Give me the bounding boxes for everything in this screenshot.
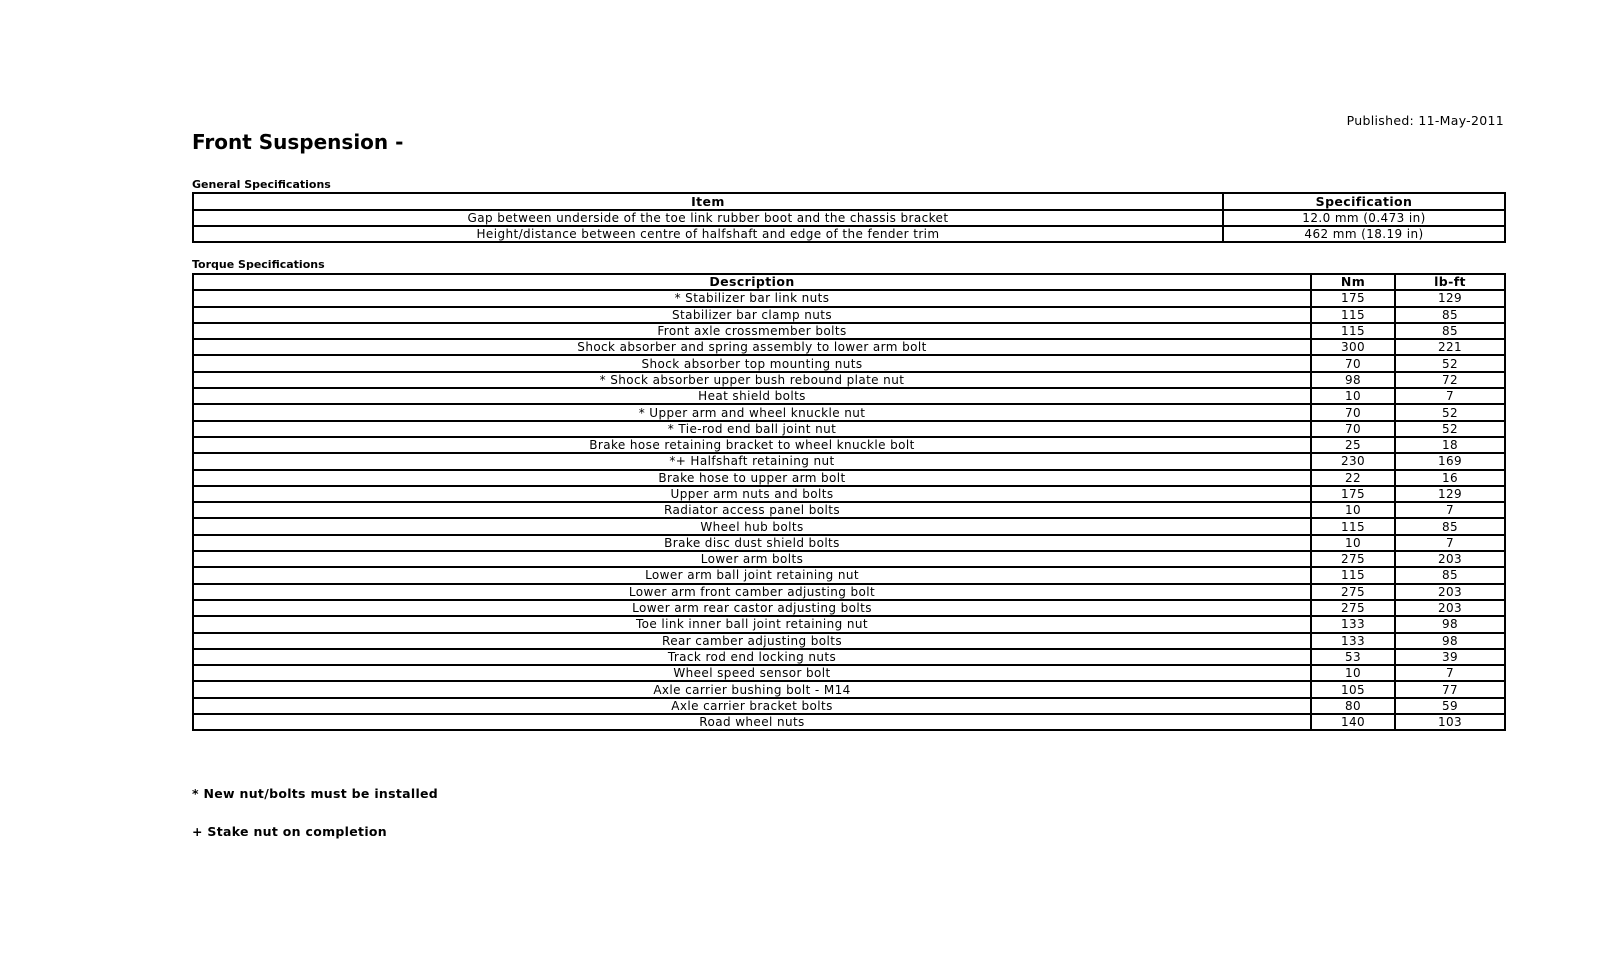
table-header-row [193, 193, 1505, 210]
description-cell: Brake hose retaining bracket to wheel knuckle bolt [193, 437, 1311, 453]
nm-cell: 98 [1311, 372, 1395, 388]
description-cell: Upper arm nuts and bolts [193, 486, 1311, 502]
description-cell: Brake disc dust shield bolts [193, 535, 1311, 551]
nm-cell: 275 [1311, 584, 1395, 600]
table-row [193, 339, 1505, 355]
lbft-cell: 7 [1395, 665, 1505, 681]
table-row [193, 665, 1505, 681]
item-cell: Gap between underside of the toe link rubber boot and the chassis bracket [193, 210, 1223, 226]
description-cell: Lower arm bolts [193, 551, 1311, 567]
specification-cell: 462 mm (18.19 in) [1223, 226, 1505, 242]
description-cell: *+ Halfshaft retaining nut [193, 453, 1311, 469]
description-cell: Lower arm ball joint retaining nut [193, 567, 1311, 583]
lbft-cell: 59 [1395, 698, 1505, 714]
nm-cell: 175 [1311, 290, 1395, 306]
table-row [193, 388, 1505, 404]
description-cell: Lower arm front camber adjusting bolt [193, 584, 1311, 600]
nm-cell: 140 [1311, 714, 1395, 730]
lbft-cell: 85 [1395, 323, 1505, 339]
table-row [193, 616, 1505, 632]
table-row [193, 226, 1505, 242]
table-row [193, 290, 1505, 306]
nm-cell: 275 [1311, 551, 1395, 567]
nm-cell: 53 [1311, 649, 1395, 665]
table-row [193, 404, 1505, 420]
nm-cell: 10 [1311, 502, 1395, 518]
description-cell: Toe link inner ball joint retaining nut [193, 616, 1311, 632]
nm-cell: 115 [1311, 307, 1395, 323]
new-nut-note: * New nut/bolts must be installed [192, 786, 439, 801]
page-title: Front Suspension - [192, 130, 404, 154]
general-specifications-heading: General Specifications [192, 178, 331, 191]
table-row [193, 551, 1505, 567]
table-row [193, 535, 1505, 551]
table-row [193, 437, 1505, 453]
lbft-cell: 98 [1395, 616, 1505, 632]
description-cell: Wheel hub bolts [193, 518, 1311, 534]
table-row [193, 421, 1505, 437]
description-cell: * Tie-rod end ball joint nut [193, 421, 1311, 437]
table-row [193, 486, 1505, 502]
nm-cell: 115 [1311, 567, 1395, 583]
table-row [193, 355, 1505, 371]
description-column-header: Description [193, 274, 1311, 290]
table-row [193, 584, 1505, 600]
general-specifications-table [192, 192, 1506, 243]
torque-specifications-heading: Torque Specifications [192, 258, 325, 271]
lbft-cell: 103 [1395, 714, 1505, 730]
nm-column-header: Nm [1311, 274, 1395, 290]
lbft-cell: 85 [1395, 307, 1505, 323]
table-row [193, 649, 1505, 665]
lbft-cell: 169 [1395, 453, 1505, 469]
lbft-cell: 72 [1395, 372, 1505, 388]
lbft-cell: 18 [1395, 437, 1505, 453]
description-cell: Heat shield bolts [193, 388, 1311, 404]
table-row [193, 567, 1505, 583]
nm-cell: 10 [1311, 388, 1395, 404]
lbft-cell: 203 [1395, 584, 1505, 600]
table-row [193, 502, 1505, 518]
nm-cell: 115 [1311, 518, 1395, 534]
nm-cell: 10 [1311, 665, 1395, 681]
lbft-column-header: lb-ft [1395, 274, 1505, 290]
table-row [193, 698, 1505, 714]
nm-cell: 22 [1311, 470, 1395, 486]
table-row [193, 681, 1505, 697]
nm-cell: 230 [1311, 453, 1395, 469]
lbft-cell: 7 [1395, 535, 1505, 551]
description-cell: Wheel speed sensor bolt [193, 665, 1311, 681]
table-row [193, 518, 1505, 534]
description-cell: Brake hose to upper arm bolt [193, 470, 1311, 486]
description-cell: Stabilizer bar clamp nuts [193, 307, 1311, 323]
nm-cell: 70 [1311, 404, 1395, 420]
description-cell: Track rod end locking nuts [193, 649, 1311, 665]
lbft-cell: 52 [1395, 421, 1505, 437]
nm-cell: 133 [1311, 616, 1395, 632]
item-column-header: Item [193, 193, 1223, 210]
lbft-cell: 98 [1395, 633, 1505, 649]
table-row [193, 633, 1505, 649]
description-cell: Shock absorber top mounting nuts [193, 355, 1311, 371]
lbft-cell: 52 [1395, 404, 1505, 420]
torque-specifications-table [192, 273, 1506, 731]
table-header-row [193, 274, 1505, 290]
nm-cell: 10 [1311, 535, 1395, 551]
lbft-cell: 203 [1395, 551, 1505, 567]
description-cell: Lower arm rear castor adjusting bolts [193, 600, 1311, 616]
description-cell: * Upper arm and wheel knuckle nut [193, 404, 1311, 420]
table-row [193, 323, 1505, 339]
nm-cell: 300 [1311, 339, 1395, 355]
nm-cell: 105 [1311, 681, 1395, 697]
lbft-cell: 203 [1395, 600, 1505, 616]
description-cell: Radiator access panel bolts [193, 502, 1311, 518]
description-cell: Rear camber adjusting bolts [193, 633, 1311, 649]
description-cell: Axle carrier bushing bolt - M14 [193, 681, 1311, 697]
table-row [193, 307, 1505, 323]
lbft-cell: 85 [1395, 518, 1505, 534]
lbft-cell: 52 [1395, 355, 1505, 371]
lbft-cell: 7 [1395, 388, 1505, 404]
nm-cell: 80 [1311, 698, 1395, 714]
table-row [193, 453, 1505, 469]
table-row [193, 470, 1505, 486]
nm-cell: 70 [1311, 421, 1395, 437]
description-cell: Road wheel nuts [193, 714, 1311, 730]
table-row [193, 210, 1505, 226]
lbft-cell: 77 [1395, 681, 1505, 697]
table-row [193, 714, 1505, 730]
nm-cell: 175 [1311, 486, 1395, 502]
stake-nut-note: + Stake nut on completion [192, 824, 387, 839]
description-cell: Axle carrier bracket bolts [193, 698, 1311, 714]
lbft-cell: 129 [1395, 486, 1505, 502]
lbft-cell: 221 [1395, 339, 1505, 355]
lbft-cell: 7 [1395, 502, 1505, 518]
lbft-cell: 85 [1395, 567, 1505, 583]
nm-cell: 25 [1311, 437, 1395, 453]
description-cell: Shock absorber and spring assembly to lower arm bolt [193, 339, 1311, 355]
description-cell: * Stabilizer bar link nuts [193, 290, 1311, 306]
lbft-cell: 16 [1395, 470, 1505, 486]
description-cell: Front axle crossmember bolts [193, 323, 1311, 339]
table-row [193, 372, 1505, 388]
nm-cell: 70 [1311, 355, 1395, 371]
table-row [193, 600, 1505, 616]
lbft-cell: 129 [1395, 290, 1505, 306]
nm-cell: 133 [1311, 633, 1395, 649]
nm-cell: 275 [1311, 600, 1395, 616]
lbft-cell: 39 [1395, 649, 1505, 665]
specification-column-header: Specification [1223, 193, 1505, 210]
description-cell: * Shock absorber upper bush rebound plate nut [193, 372, 1311, 388]
item-cell: Height/distance between centre of halfshaft and edge of the fender trim [193, 226, 1223, 242]
specification-cell: 12.0 mm (0.473 in) [1223, 210, 1505, 226]
nm-cell: 115 [1311, 323, 1395, 339]
published-date: Published: 11-May-2011 [1346, 113, 1504, 128]
